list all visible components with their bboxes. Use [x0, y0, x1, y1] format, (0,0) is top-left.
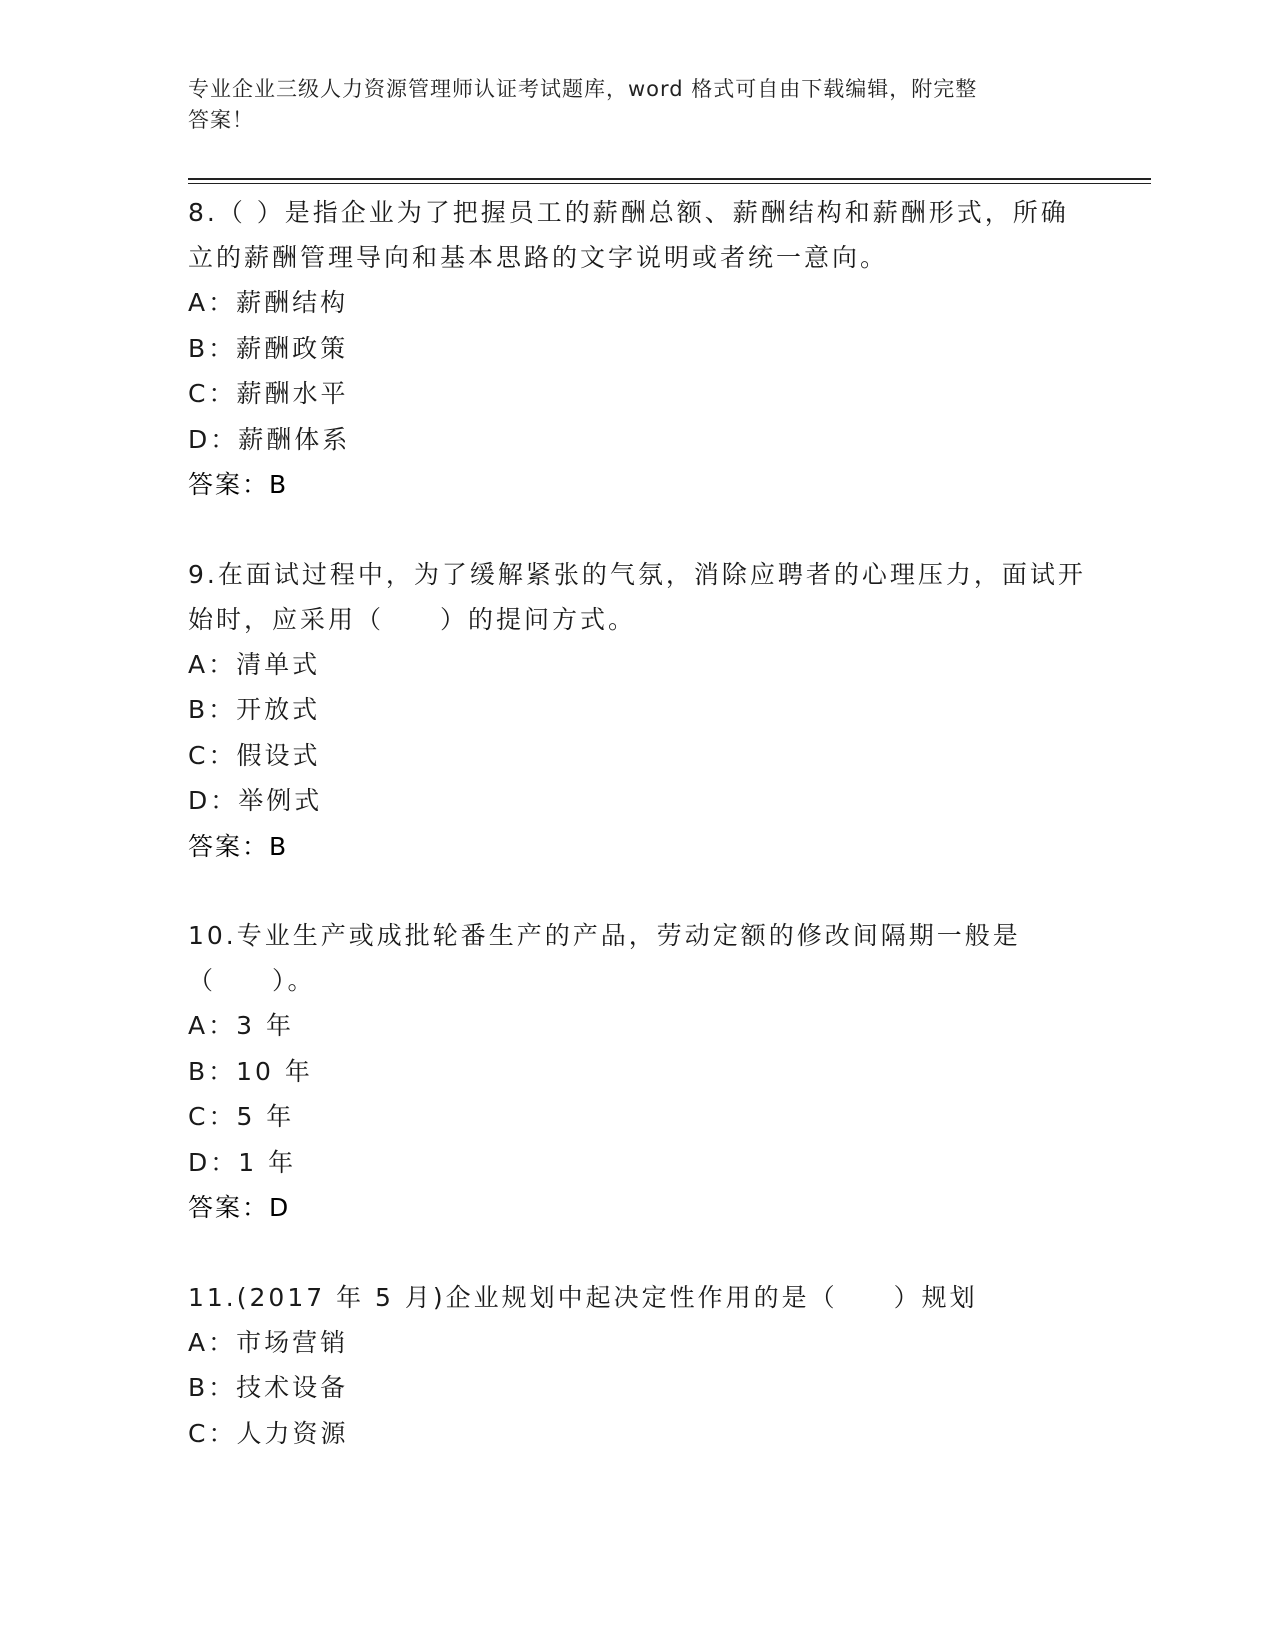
document-header	[188, 74, 1068, 136]
option-a: A：市场营销	[188, 1327, 349, 1357]
question-list	[188, 190, 1088, 1500]
question-stem: 11.(2017 年 5 月)企业规划中起决定性作用的是（ ）规划	[188, 1282, 978, 1312]
option-c: C：5 年	[188, 1102, 295, 1131]
option-b: B：开放式	[188, 695, 321, 724]
option-a: A：3 年	[188, 1011, 294, 1040]
option-b: B：薪酬政策	[188, 333, 349, 363]
question-stem: 10.专业生产或成批轮番生产的产品，劳动定额的修改间隔期一般是（ ）。	[188, 921, 1021, 995]
question-stem: 8.（ ）是指企业为了把握员工的薪酬总额、薪酬结构和薪酬形式，所确立的薪酬管理导向和基本思路的文字说明或者统一意向。	[188, 198, 1069, 272]
option-d: D：1 年	[188, 1147, 297, 1177]
option-d: D：举例式	[188, 786, 323, 815]
question-8	[188, 190, 1088, 508]
question-stem: 9.在面试过程中，为了缓解紧张的气氛，消除应聘者的心理压力，面试开始时，应采用（ ）的提问方式。	[188, 559, 1086, 634]
answer-line: 答案：B	[188, 470, 289, 499]
answer-line: 答案：D	[188, 1193, 291, 1222]
question-10	[188, 913, 1088, 1231]
option-d: D：薪酬体系	[188, 424, 351, 454]
option-b: B：10 年	[188, 1056, 313, 1086]
header-line-2: 答案！	[188, 108, 254, 132]
header-divider-top	[188, 178, 1151, 180]
header-divider-bottom	[188, 183, 1151, 184]
option-a: A：薪酬结构	[188, 288, 349, 317]
option-b: B：技术设备	[188, 1373, 349, 1402]
option-a: A：清单式	[188, 649, 321, 679]
option-c: C：人力资源	[188, 1418, 349, 1448]
question-11	[188, 1275, 1088, 1457]
option-c: C：薪酬水平	[188, 379, 349, 408]
header-line-1: 专业企业三级人力资源管理师认证考试题库，word 格式可自由下载编辑，附完整	[188, 77, 978, 101]
option-c: C：假设式	[188, 740, 321, 770]
question-9	[188, 552, 1088, 870]
answer-line: 答案：B	[188, 831, 289, 861]
